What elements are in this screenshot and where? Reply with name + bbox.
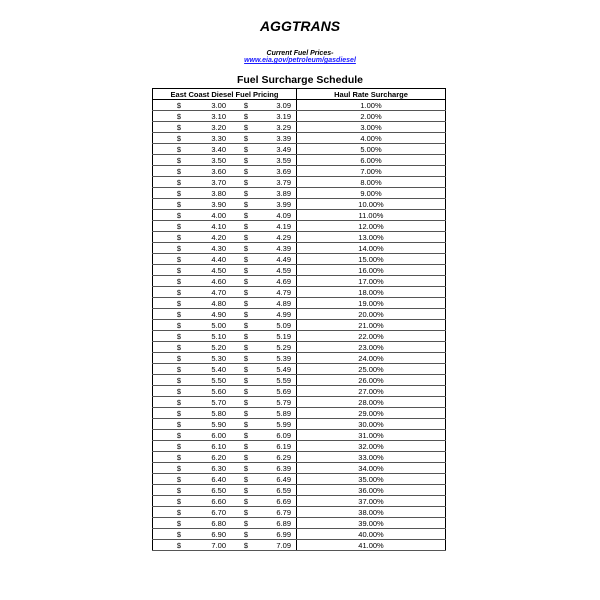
price-low: 6.00 (181, 430, 226, 441)
price-high: 5.19 (248, 331, 297, 342)
price-low: 4.20 (181, 232, 226, 243)
price-low: 6.70 (181, 507, 226, 518)
price-high: 5.29 (248, 342, 297, 353)
price-low: 4.00 (181, 210, 226, 221)
surcharge-percent: 30.00% (297, 419, 446, 430)
currency-symbol: $ (226, 166, 248, 177)
table-row (153, 309, 446, 320)
table-row (153, 111, 446, 122)
price-low: 7.00 (181, 540, 226, 551)
surcharge-percent: 38.00% (297, 507, 446, 518)
price-low: 3.30 (181, 133, 226, 144)
currency-symbol: $ (153, 529, 182, 540)
currency-symbol: $ (153, 331, 182, 342)
table-row (153, 397, 446, 408)
currency-symbol: $ (226, 122, 248, 133)
table-row (153, 133, 446, 144)
surcharge-percent: 18.00% (297, 287, 446, 298)
currency-symbol: $ (153, 353, 182, 364)
surcharge-percent: 8.00% (297, 177, 446, 188)
surcharge-percent: 11.00% (297, 210, 446, 221)
price-high: 4.99 (248, 309, 297, 320)
price-low: 5.50 (181, 375, 226, 386)
currency-symbol: $ (153, 309, 182, 320)
currency-symbol: $ (153, 287, 182, 298)
price-high: 6.69 (248, 496, 297, 507)
currency-symbol: $ (153, 188, 182, 199)
surcharge-percent: 2.00% (297, 111, 446, 122)
currency-symbol: $ (226, 364, 248, 375)
surcharge-percent: 39.00% (297, 518, 446, 529)
currency-symbol: $ (153, 386, 182, 397)
price-low: 4.90 (181, 309, 226, 320)
surcharge-percent: 20.00% (297, 309, 446, 320)
currency-symbol: $ (153, 166, 182, 177)
currency-symbol: $ (226, 496, 248, 507)
price-high: 4.89 (248, 298, 297, 309)
price-high: 3.59 (248, 155, 297, 166)
price-high: 5.89 (248, 408, 297, 419)
surcharge-percent: 16.00% (297, 265, 446, 276)
price-high: 5.39 (248, 353, 297, 364)
currency-symbol: $ (153, 210, 182, 221)
currency-symbol: $ (226, 210, 248, 221)
table-row (153, 276, 446, 287)
price-high: 6.49 (248, 474, 297, 485)
currency-symbol: $ (226, 540, 248, 551)
table-row (153, 441, 446, 452)
currency-symbol: $ (226, 254, 248, 265)
currency-symbol: $ (153, 199, 182, 210)
surcharge-percent: 32.00% (297, 441, 446, 452)
surcharge-percent: 21.00% (297, 320, 446, 331)
currency-symbol: $ (226, 342, 248, 353)
currency-symbol: $ (153, 518, 182, 529)
price-low: 3.00 (181, 100, 226, 111)
currency-symbol: $ (226, 243, 248, 254)
price-low: 5.10 (181, 331, 226, 342)
currency-symbol: $ (153, 254, 182, 265)
currency-symbol: $ (153, 232, 182, 243)
currency-symbol: $ (153, 320, 182, 331)
surcharge-percent: 35.00% (297, 474, 446, 485)
price-high: 3.49 (248, 144, 297, 155)
surcharge-percent: 10.00% (297, 199, 446, 210)
column-header-fuel-pricing: East Coast Diesel Fuel Pricing (153, 89, 297, 100)
surcharge-percent: 26.00% (297, 375, 446, 386)
currency-symbol: $ (226, 188, 248, 199)
surcharge-percent: 28.00% (297, 397, 446, 408)
price-low: 3.90 (181, 199, 226, 210)
price-high: 5.99 (248, 419, 297, 430)
currency-symbol: $ (226, 441, 248, 452)
schedule-title: Fuel Surcharge Schedule (236, 74, 364, 86)
surcharge-percent: 29.00% (297, 408, 446, 419)
currency-symbol: $ (153, 177, 182, 188)
price-low: 5.30 (181, 353, 226, 364)
table-row (153, 485, 446, 496)
surcharge-percent: 9.00% (297, 188, 446, 199)
surcharge-percent: 17.00% (297, 276, 446, 287)
currency-symbol: $ (226, 408, 248, 419)
surcharge-percent: 41.00% (297, 540, 446, 551)
currency-symbol: $ (153, 507, 182, 518)
surcharge-percent: 23.00% (297, 342, 446, 353)
price-low: 5.00 (181, 320, 226, 331)
table-row (153, 298, 446, 309)
table-row (153, 353, 446, 364)
price-high: 3.69 (248, 166, 297, 177)
table-row (153, 529, 446, 540)
currency-symbol: $ (153, 463, 182, 474)
surcharge-percent: 36.00% (297, 485, 446, 496)
price-low: 6.20 (181, 452, 226, 463)
currency-symbol: $ (153, 474, 182, 485)
surcharge-percent: 25.00% (297, 364, 446, 375)
currency-symbol: $ (226, 111, 248, 122)
surcharge-percent: 5.00% (297, 144, 446, 155)
currency-symbol: $ (226, 430, 248, 441)
currency-symbol: $ (226, 320, 248, 331)
price-low: 6.30 (181, 463, 226, 474)
surcharge-percent: 37.00% (297, 496, 446, 507)
surcharge-table (152, 88, 446, 551)
currency-symbol: $ (153, 276, 182, 287)
table-row (153, 199, 446, 210)
table-row (153, 408, 446, 419)
price-high: 5.59 (248, 375, 297, 386)
price-low: 5.90 (181, 419, 226, 430)
surcharge-percent: 27.00% (297, 386, 446, 397)
surcharge-percent: 7.00% (297, 166, 446, 177)
price-low: 6.10 (181, 441, 226, 452)
currency-symbol: $ (226, 133, 248, 144)
document-title: AGGTRANS (259, 18, 341, 34)
currency-symbol: $ (226, 298, 248, 309)
currency-symbol: $ (153, 408, 182, 419)
price-high: 6.19 (248, 441, 297, 452)
eia-link[interactable]: www.eia.gov/petroleum/gasdiesel (244, 57, 356, 64)
currency-symbol: $ (153, 122, 182, 133)
currency-symbol: $ (226, 100, 248, 111)
surcharge-percent: 1.00% (297, 100, 446, 111)
table-row (153, 474, 446, 485)
currency-symbol: $ (226, 397, 248, 408)
surcharge-percent: 33.00% (297, 452, 446, 463)
currency-symbol: $ (226, 507, 248, 518)
price-low: 6.40 (181, 474, 226, 485)
surcharge-percent: 13.00% (297, 232, 446, 243)
price-high: 5.69 (248, 386, 297, 397)
currency-symbol: $ (226, 309, 248, 320)
table-row (153, 221, 446, 232)
table-row (153, 166, 446, 177)
surcharge-percent: 12.00% (297, 221, 446, 232)
table-row (153, 155, 446, 166)
currency-symbol: $ (226, 375, 248, 386)
price-high: 3.19 (248, 111, 297, 122)
currency-symbol: $ (226, 232, 248, 243)
table-row (153, 386, 446, 397)
table-row (153, 232, 446, 243)
surcharge-percent: 24.00% (297, 353, 446, 364)
currency-symbol: $ (226, 276, 248, 287)
table-row (153, 254, 446, 265)
price-high: 4.59 (248, 265, 297, 276)
currency-symbol: $ (153, 265, 182, 276)
surcharge-percent: 31.00% (297, 430, 446, 441)
currency-symbol: $ (226, 265, 248, 276)
table-row (153, 430, 446, 441)
surcharge-percent: 40.00% (297, 529, 446, 540)
currency-symbol: $ (153, 221, 182, 232)
price-high: 3.99 (248, 199, 297, 210)
table-row (153, 496, 446, 507)
currency-symbol: $ (226, 221, 248, 232)
price-high: 4.79 (248, 287, 297, 298)
price-low: 3.50 (181, 155, 226, 166)
table-row (153, 122, 446, 133)
surcharge-percent: 19.00% (297, 298, 446, 309)
table-row (153, 331, 446, 342)
table-row (153, 342, 446, 353)
price-low: 4.70 (181, 287, 226, 298)
table-row (153, 243, 446, 254)
price-low: 6.50 (181, 485, 226, 496)
price-high: 4.39 (248, 243, 297, 254)
price-high: 6.89 (248, 518, 297, 529)
table-row (153, 320, 446, 331)
price-low: 4.40 (181, 254, 226, 265)
currency-symbol: $ (153, 485, 182, 496)
currency-symbol: $ (153, 452, 182, 463)
price-low: 3.80 (181, 188, 226, 199)
price-high: 3.79 (248, 177, 297, 188)
price-high: 6.79 (248, 507, 297, 518)
currency-symbol: $ (153, 375, 182, 386)
fuel-prices-label: Current Fuel Prices- (266, 50, 334, 57)
currency-symbol: $ (153, 342, 182, 353)
price-high: 4.19 (248, 221, 297, 232)
price-low: 3.40 (181, 144, 226, 155)
currency-symbol: $ (226, 474, 248, 485)
price-low: 4.30 (181, 243, 226, 254)
currency-symbol: $ (153, 133, 182, 144)
table-row (153, 540, 446, 551)
currency-symbol: $ (226, 518, 248, 529)
surcharge-percent: 22.00% (297, 331, 446, 342)
currency-symbol: $ (226, 199, 248, 210)
currency-symbol: $ (226, 452, 248, 463)
surcharge-percent: 4.00% (297, 133, 446, 144)
table-row (153, 364, 446, 375)
table-row (153, 507, 446, 518)
price-high: 3.09 (248, 100, 297, 111)
currency-symbol: $ (226, 353, 248, 364)
price-high: 5.09 (248, 320, 297, 331)
price-low: 6.90 (181, 529, 226, 540)
price-low: 5.40 (181, 364, 226, 375)
currency-symbol: $ (226, 144, 248, 155)
price-low: 6.80 (181, 518, 226, 529)
currency-symbol: $ (153, 111, 182, 122)
currency-symbol: $ (226, 386, 248, 397)
price-low: 5.80 (181, 408, 226, 419)
table-row (153, 144, 446, 155)
price-high: 6.39 (248, 463, 297, 474)
currency-symbol: $ (153, 419, 182, 430)
price-high: 4.69 (248, 276, 297, 287)
price-high: 7.09 (248, 540, 297, 551)
table-row (153, 177, 446, 188)
currency-symbol: $ (153, 144, 182, 155)
price-high: 4.29 (248, 232, 297, 243)
price-low: 3.60 (181, 166, 226, 177)
currency-symbol: $ (226, 529, 248, 540)
currency-symbol: $ (153, 364, 182, 375)
price-low: 5.60 (181, 386, 226, 397)
price-low: 4.50 (181, 265, 226, 276)
currency-symbol: $ (226, 177, 248, 188)
price-high: 4.49 (248, 254, 297, 265)
table-row (153, 452, 446, 463)
table-row (153, 100, 446, 111)
table-row (153, 463, 446, 474)
currency-symbol: $ (226, 485, 248, 496)
currency-symbol: $ (153, 496, 182, 507)
currency-symbol: $ (226, 331, 248, 342)
price-high: 6.29 (248, 452, 297, 463)
table-row (153, 375, 446, 386)
currency-symbol: $ (153, 100, 182, 111)
currency-symbol: $ (153, 243, 182, 254)
currency-symbol: $ (226, 155, 248, 166)
table-row (153, 419, 446, 430)
table-row (153, 287, 446, 298)
price-high: 3.39 (248, 133, 297, 144)
currency-symbol: $ (153, 155, 182, 166)
currency-symbol: $ (153, 397, 182, 408)
price-high: 6.59 (248, 485, 297, 496)
price-high: 6.09 (248, 430, 297, 441)
price-low: 5.70 (181, 397, 226, 408)
price-high: 4.09 (248, 210, 297, 221)
surcharge-percent: 34.00% (297, 463, 446, 474)
table-row (153, 265, 446, 276)
price-high: 5.49 (248, 364, 297, 375)
table-row (153, 210, 446, 221)
table-header-row (153, 89, 446, 100)
price-high: 5.79 (248, 397, 297, 408)
currency-symbol: $ (226, 287, 248, 298)
price-low: 5.20 (181, 342, 226, 353)
table-row (153, 188, 446, 199)
price-low: 4.60 (181, 276, 226, 287)
currency-symbol: $ (153, 430, 182, 441)
currency-symbol: $ (153, 540, 182, 551)
price-high: 3.89 (248, 188, 297, 199)
price-low: 4.80 (181, 298, 226, 309)
surcharge-percent: 15.00% (297, 254, 446, 265)
fuel-prices-link-wrap (0, 57, 600, 64)
price-low: 3.70 (181, 177, 226, 188)
price-low: 6.60 (181, 496, 226, 507)
price-high: 6.99 (248, 529, 297, 540)
currency-symbol: $ (153, 441, 182, 452)
price-high: 3.29 (248, 122, 297, 133)
currency-symbol: $ (226, 419, 248, 430)
currency-symbol: $ (226, 463, 248, 474)
table-row (153, 518, 446, 529)
surcharge-percent: 14.00% (297, 243, 446, 254)
surcharge-percent: 6.00% (297, 155, 446, 166)
table-body (153, 100, 446, 551)
price-low: 3.20 (181, 122, 226, 133)
price-low: 4.10 (181, 221, 226, 232)
column-header-surcharge: Haul Rate Surcharge (297, 89, 446, 100)
price-low: 3.10 (181, 111, 226, 122)
surcharge-percent: 3.00% (297, 122, 446, 133)
currency-symbol: $ (153, 298, 182, 309)
